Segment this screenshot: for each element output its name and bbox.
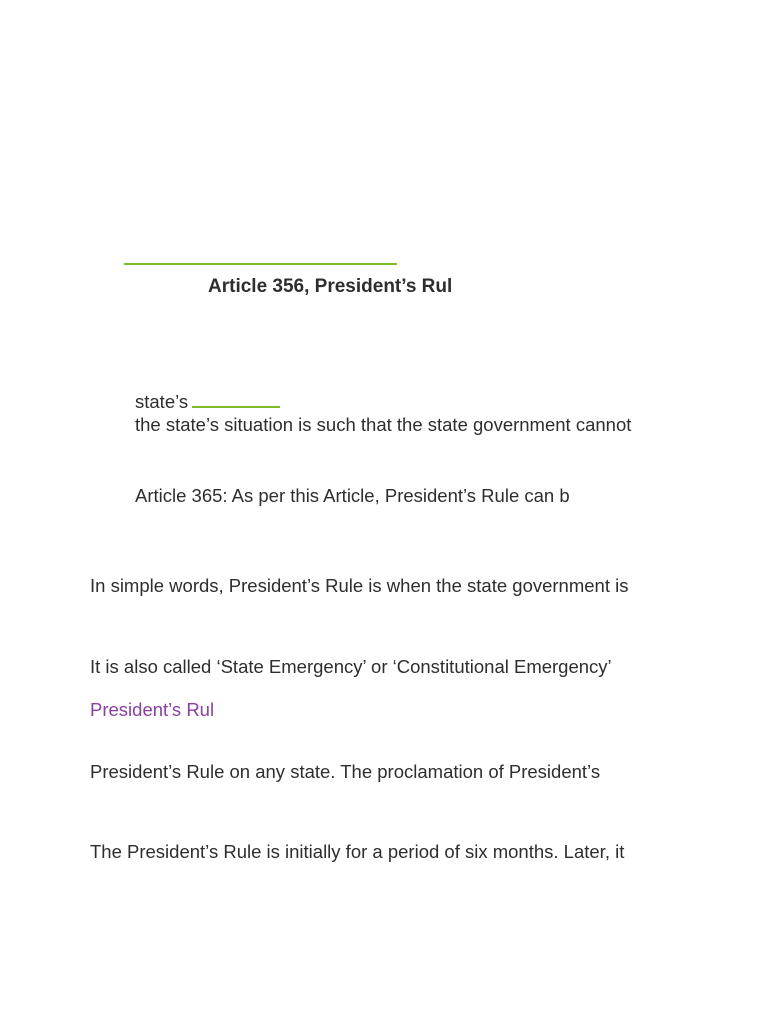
state-line-prefix: state’s (135, 391, 189, 412)
presidents-rule-subheading: President’s Rul (90, 699, 215, 720)
also-called-line: It is also called ‘State Emergency’ or ‘Constitutional Emergency’ (90, 656, 612, 677)
heading-rule (124, 263, 397, 265)
period-line: The President’s Rule is initially for a period of six months. Later, it (90, 841, 625, 862)
page-title: Article 356, President’s Rul (208, 276, 453, 297)
simple-words-line: In simple words, President’s Rule is when the state government is (90, 575, 629, 596)
article-365-line: Article 365: As per this Article, President’s Rule can b (135, 485, 570, 506)
fill-in-blank (192, 392, 280, 408)
proclamation-line: President’s Rule on any state. The proclamation of President’s (90, 761, 601, 782)
state-situation-line: the state’s situation is such that the state government cannot (135, 414, 632, 435)
state-line (135, 391, 280, 413)
